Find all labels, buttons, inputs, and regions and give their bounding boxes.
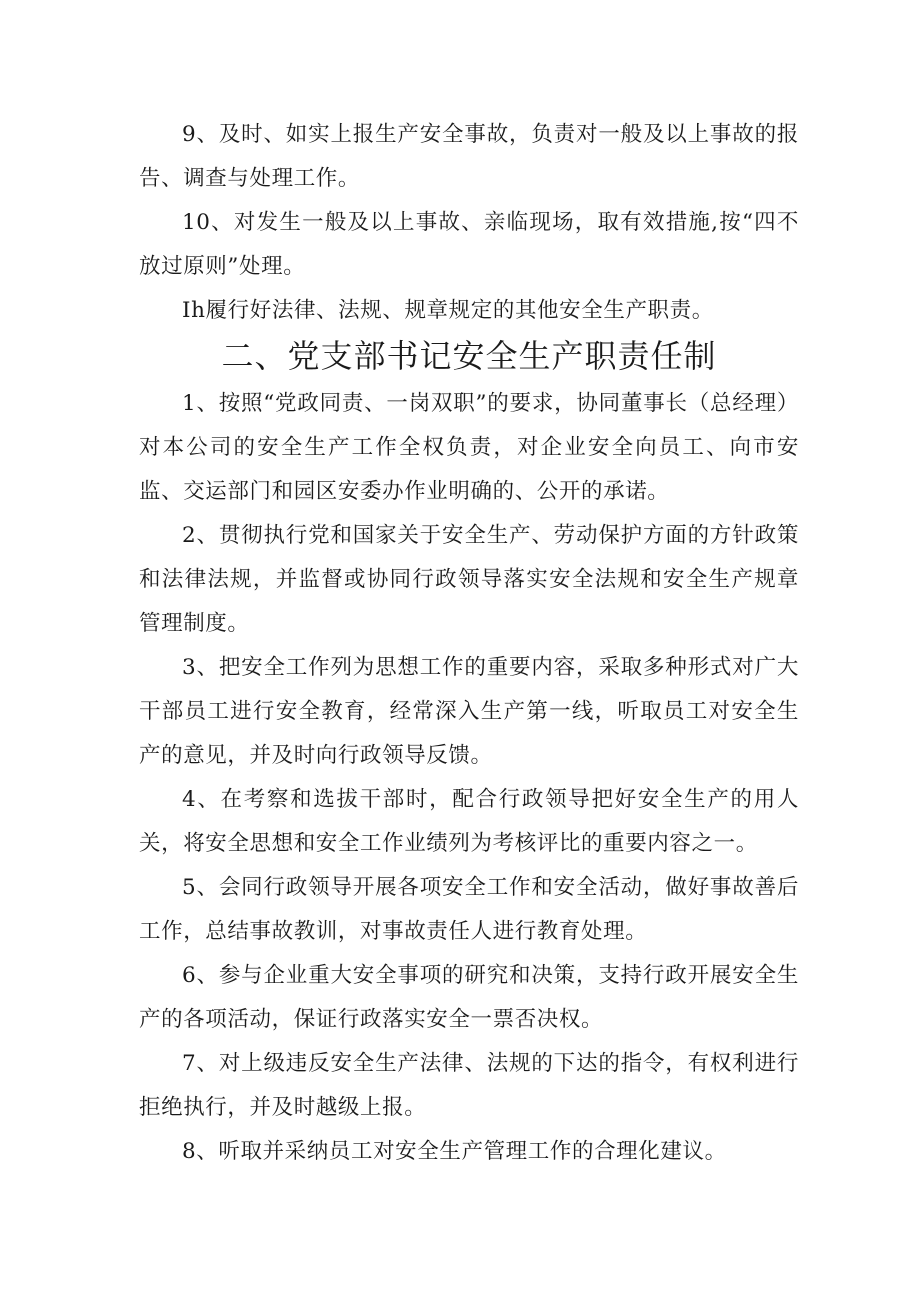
section-item-3: 3、把安全工作列为思想工作的重要内容，采取多种形式对广大干部员工进行安全教育，经常深入生产第一线，听取员工对安全生产的意见，并及时向行政领导反馈。: [139, 655, 799, 768]
section-item-8: 8、听取并采纳员工对安全生产管理工作的合理化建议。: [182, 1139, 727, 1164]
item-11: Ih履行好法律、法规、规章规定的其他安全生产职责。: [182, 298, 714, 323]
section-item-4: 4、在考察和选拔干部时，配合行政领导把好安全生产的用人关，将安全思想和安全工作业绩列为考核评比的重要内容之一。: [139, 787, 799, 856]
section-item-2: 2、贯彻执行党和国家关于安全生产、劳动保护方面的方针政策和法律法规，并监督或协同行政领导落实安全法规和安全生产规章管理制度。: [139, 523, 799, 636]
section-heading: 二、党支部书记安全生产职责任制: [221, 337, 717, 375]
item-10: 10、对发生一般及以上事故、亲临现场，取有效措施,按“四不放过原则”处理。: [139, 210, 799, 279]
section-item-7: 7、对上级违反安全生产法律、法规的下达的指令，有权利进行拒绝执行，并及时越级上报。: [139, 1051, 799, 1120]
section-item-6: 6、参与企业重大安全事项的研究和决策，支持行政开展安全生产的各项活动，保证行政落实安全一票否决权。: [139, 963, 799, 1032]
section-item-1: 1、按照“党政同责、一岗双职”的要求，协同董事长（总经理）对本公司的安全生产工作全权负责，对企业安全向员工、向市安监、交运部门和园区安委办作业明确的、公开的承诺。: [139, 391, 799, 504]
item-9: 9、及时、如实上报生产安全事故，负责对一般及以上事故的报告、调查与处理工作。: [139, 122, 799, 191]
section-item-5: 5、会同行政领导开展各项安全工作和安全活动，做好事故善后工作，总结事故教训，对事故责任人进行教育处理。: [139, 875, 799, 944]
